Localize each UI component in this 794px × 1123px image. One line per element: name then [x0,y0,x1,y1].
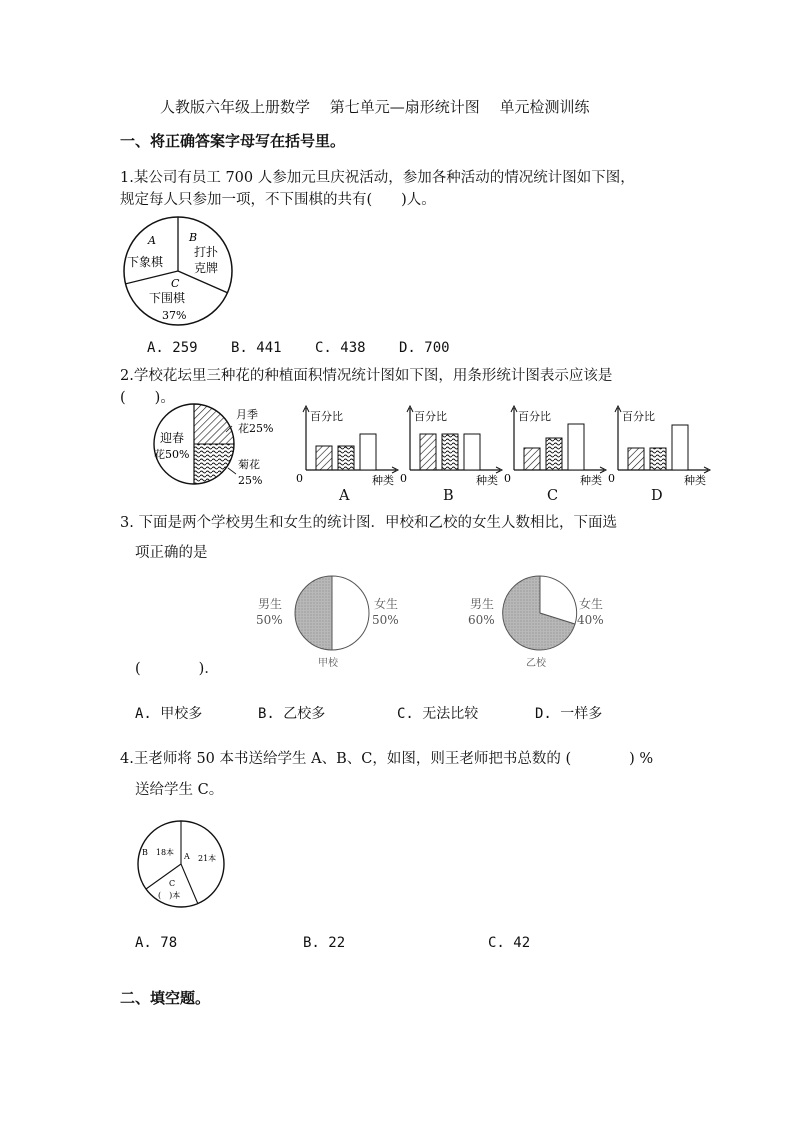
q2-bar-xlabel: 种类 [580,474,602,487]
q3-yi-boy-pct: 60% [468,613,495,627]
q4-letter-a: A [184,852,190,861]
q2-bar [568,424,584,470]
q2-label-yue1: 月季 [236,408,258,421]
q2-bar-zero: 0 [296,472,303,485]
q2-bar-xlabel: 种类 [476,474,498,487]
q4-option-c[interactable]: C. 42 [488,935,531,951]
q2-bar-chart-a [296,406,398,487]
q1-label-b2: 克牌 [194,261,219,275]
q2-bar-zero: 0 [504,472,511,485]
q1-label-a: 下象棋 [127,255,164,269]
q3-jia-name: 甲校 [318,658,338,669]
q3-option-c[interactable]: C. 无法比较 [397,706,479,722]
q2-bar-zero: 0 [608,472,615,485]
q2-bar-ylabel: 百分比 [518,410,551,423]
q2-pie-chart [154,404,273,487]
section-heading-2: 二、填空题。 [120,989,211,1007]
q1-text-line1: 1.某公司有员工 700 人参加元旦庆祝活动，参加各种活动的情况统计图如下图， [120,170,635,186]
q4-text-line1: 4.王老师将 50 本书送给学生 A、B、C，如图，则王老师把书总数的 ( ) % [120,751,654,767]
q2-letter-d[interactable]: D [651,488,663,504]
q3-answer-blank: ( )． [135,661,219,677]
q2-bar [316,446,332,470]
q2-bar-chart-d [608,406,710,487]
q3-option-a[interactable]: A. 甲校多 [135,706,203,722]
q3-jia-girl: 女生 [374,597,399,611]
q3-pie-jia [256,576,399,669]
q2-figures [140,402,720,502]
q2-bar-zero: 0 [400,472,407,485]
q1-pie-chart [118,214,238,328]
section-heading-1: 一、将正确答案字母写在括号里。 [120,132,346,150]
q2-bar [442,434,458,470]
q4-val-c: ( )本 [158,891,181,900]
q1-option-a[interactable]: A. 259 [147,340,198,356]
q2-letter-c[interactable]: C [547,488,559,504]
q3-jia-girl-pct: 50% [372,613,399,627]
q1-option-c[interactable]: C. 438 [315,340,366,356]
q2-bar-chart-b [400,406,502,487]
q3-yi-girl: 女生 [579,597,604,611]
q4-option-a[interactable]: A. 78 [135,935,178,951]
q4-letter-c: C [169,879,176,888]
q3-pie-charts [250,572,620,672]
q2-label-ju1: 菊花 [238,458,260,471]
q3-text-line2: 项正确的是 [135,545,208,561]
q1-option-d[interactable]: D. 700 [399,340,450,356]
q2-bar [338,446,354,470]
q2-text-line2: ( )。 [120,390,175,406]
q2-bar [420,434,436,470]
q3-text-line1: 3. 下面是两个学校男生和女生的统计图．甲校和乙校的女生人数相比，下面选 [120,515,617,531]
q1-pct-c: 37% [162,309,187,322]
q1-text-line2: 规定每人只参加一项，不下围棋的共有( )人。 [120,192,436,208]
q2-bar [464,434,480,470]
q3-yi-girl-pct: 40% [577,613,604,627]
q4-option-b[interactable]: B. 22 [303,935,346,951]
q3-yi-name: 乙校 [526,658,546,669]
q1-label-b1: 打扑 [194,245,219,259]
q2-label-ying1: 迎春 [160,431,185,445]
q2-text-line1: 2.学校花坛里三种花的种植面积情况统计图如下图，用条形统计图表示应该是 [120,368,613,384]
q2-letter-b[interactable]: B [443,488,454,504]
q3-jia-boy-pct: 50% [256,613,283,627]
q2-bar-ylabel: 百分比 [622,410,655,423]
q2-label-ju2: 25% [238,474,263,487]
q2-label-ying2: 花50% [154,448,190,461]
q2-bar-xlabel: 种类 [684,474,706,487]
q1-letter-c: C [171,277,180,290]
q4-pie-chart [133,818,229,910]
q2-bar [672,425,688,470]
q4-val-a: 21本 [198,854,217,863]
q2-bar-chart-c [504,406,606,487]
q1-label-c: 下围棋 [149,291,186,305]
q2-bar [546,438,562,470]
document-title: 人教版六年级上册数学 第七单元—扇形统计图 单元检测训练 [160,98,590,116]
q2-letter-a[interactable]: A [339,488,350,504]
q1-letter-b: B [189,231,198,244]
q3-pie-yi [468,576,604,669]
q2-bar [650,448,666,470]
q2-bar-xlabel: 种类 [372,474,394,487]
q3-yi-boy: 男生 [470,597,495,611]
q2-bar [628,448,644,470]
q2-label-yue2: 花25% [238,422,274,435]
q3-option-d[interactable]: D. 一样多 [535,706,603,722]
q2-bar [524,448,540,470]
q1-letter-a: A [148,234,156,247]
q1-option-b[interactable]: B. 441 [231,340,282,356]
q2-bar-ylabel: 百分比 [414,410,447,423]
q4-label-b: B 18本 [142,848,175,857]
q3-option-b[interactable]: B. 乙校多 [258,706,326,722]
q4-text-line2: 送给学生 C。 [135,782,224,798]
q2-bar-ylabel: 百分比 [310,410,343,423]
q3-jia-boy: 男生 [258,597,283,611]
q2-bar [360,434,376,470]
